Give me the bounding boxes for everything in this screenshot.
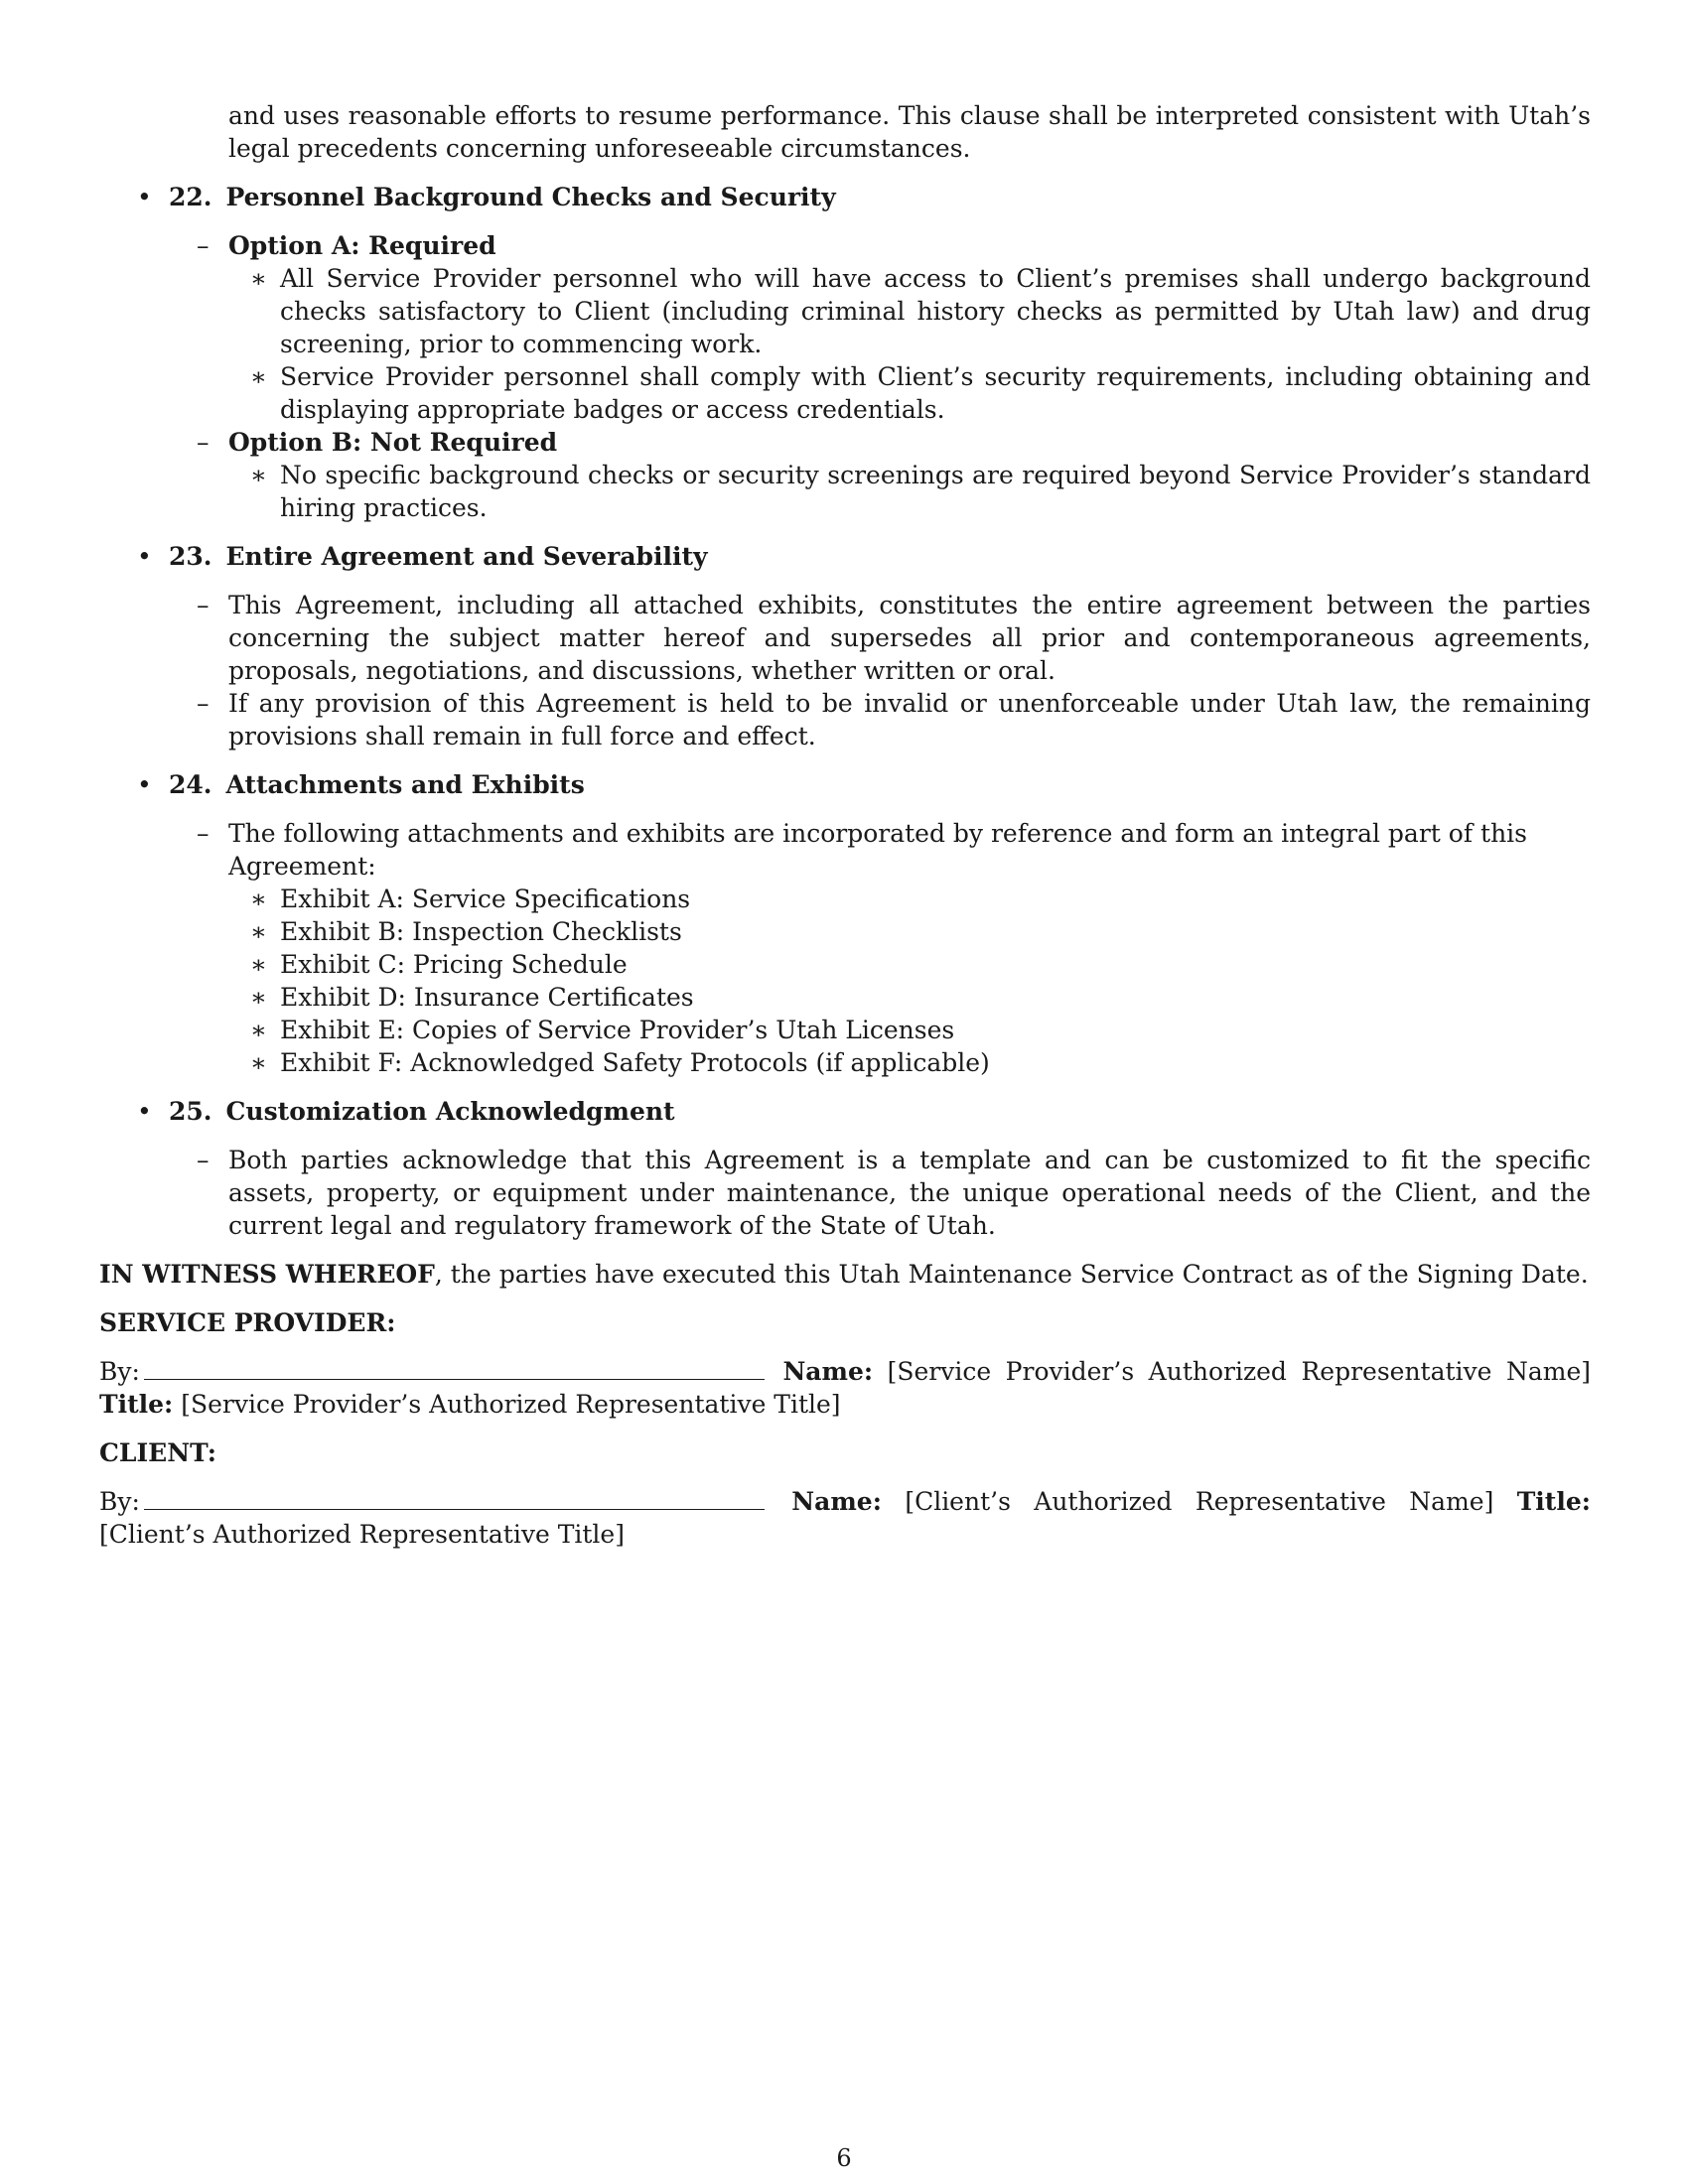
section-23	[99, 540, 1591, 752]
exhibit-item: ∗ Exhibit F: Acknowledged Safety Protocols (if applicable)	[250, 1048, 990, 1077]
dash: –	[197, 428, 210, 457]
section-22	[99, 181, 1591, 524]
section-title: 24. Attachments and Exhibits	[169, 770, 585, 799]
intro-continuation: and uses reasonable efforts to resume performance. This clause shall be interpreted consistent with Utah’s legal precedents concerning unforeseeable circumstances.	[228, 101, 1591, 163]
bullet: •	[137, 1097, 152, 1126]
option-b	[169, 426, 1591, 524]
section-title: 23. Entire Agreement and Severability	[169, 542, 708, 571]
section-title: 25. Customization Acknowledgment	[169, 1097, 675, 1126]
bullet: •	[137, 770, 152, 799]
list-item: ∗ All Service Provider personnel who will have access to Client’s premises shall undergo background checks satisfactory to Client (including criminal history checks as permitted by Utah law) and drug screening, prior to commencing work.	[250, 264, 1591, 358]
option-a	[169, 229, 1591, 426]
list-item: – This Agreement, including all attached exhibits, constitutes the entire agreement between the parties concerning the subject matter hereof and supersedes all prior and contemporaneous agreements, proposals, negotiations, and discussions, whether written or oral.	[197, 591, 1591, 685]
dash: –	[197, 231, 210, 260]
provider-signature-block: By: Name: [Service Provider’s Authorized Representative Name] Title: [Service Provider’s Authorized Representative Title]	[99, 1357, 1592, 1419]
client-signature-block: By: Name: [Client’s Authorized Representative Name] Title: [Client’s Authorized Representative Title]	[99, 1487, 1591, 1549]
provider-name-field: [Service Provider’s Authorized Representative Name]	[887, 1357, 1592, 1386]
option-label: Option A: Required	[228, 231, 496, 260]
bullet: •	[137, 183, 152, 211]
list-item: ∗ No specific background checks or security screenings are required beyond Service Provider’s standard hiring practices.	[250, 461, 1591, 522]
exhibit-item: ∗ Exhibit D: Insurance Certificates	[250, 983, 694, 1012]
client-heading: CLIENT:	[99, 1438, 217, 1467]
exhibit-item: ∗ Exhibit B: Inspection Checklists	[250, 917, 682, 946]
bullet: •	[137, 542, 152, 571]
list-item: – Both parties acknowledge that this Agreement is a template and can be customized to fit the specific assets, property, or equipment under maintenance, the unique operational needs of the Client, and the current legal and regulatory framework of the State of Utah.	[197, 1146, 1591, 1240]
section-title: 22. Personnel Background Checks and Security	[169, 183, 836, 211]
list-item: ∗ Service Provider personnel shall comply with Client’s security requirements, including obtaining and displaying appropriate badges or access credentials.	[250, 362, 1591, 424]
page-number: 6	[836, 2144, 852, 2172]
client-name-field: [Client’s Authorized Representative Name]	[905, 1487, 1494, 1516]
provider-heading: SERVICE PROVIDER:	[99, 1308, 396, 1337]
client-title-field: [Client’s Authorized Representative Title]	[99, 1520, 625, 1549]
exhibit-item: ∗ Exhibit E: Copies of Service Provider’s Utah Licenses	[250, 1016, 955, 1044]
document-page	[99, 99, 1591, 1551]
section-25	[99, 1095, 1591, 1242]
provider-title-field: [Service Provider’s Authorized Representative Title]	[181, 1390, 841, 1419]
witness-clause: IN WITNESS WHEREOF, the parties have executed this Utah Maintenance Service Contract as of the Signing Date.	[99, 1260, 1589, 1289]
option-label: Option B: Not Required	[228, 428, 558, 457]
list-item: – If any provision of this Agreement is held to be invalid or unenforceable under Utah law, the remaining provisions shall remain in full force and effect.	[197, 689, 1591, 751]
client-signature-line[interactable]	[144, 1487, 765, 1510]
exhibit-item: ∗ Exhibit A: Service Specifications	[250, 885, 691, 913]
exhibit-item: ∗ Exhibit C: Pricing Schedule	[250, 950, 628, 979]
provider-signature-line[interactable]	[144, 1357, 765, 1380]
section-24	[99, 768, 1591, 1079]
exhibits-lead: – The following attachments and exhibits are incorporated by reference and form an integral part of this Agreement: ∗ Exhibit A: Service Specifications ∗ Exhibit B: Inspection Checklists ∗ Exhibit C: Pricing Schedule ∗ Exhibit D: Insurance Certificates ∗ Exhibit E: Copies of Service Provider’s Utah Licenses ∗ Exhibit F: Acknowledged Safety Protocols (if applicable)	[169, 817, 1591, 1079]
